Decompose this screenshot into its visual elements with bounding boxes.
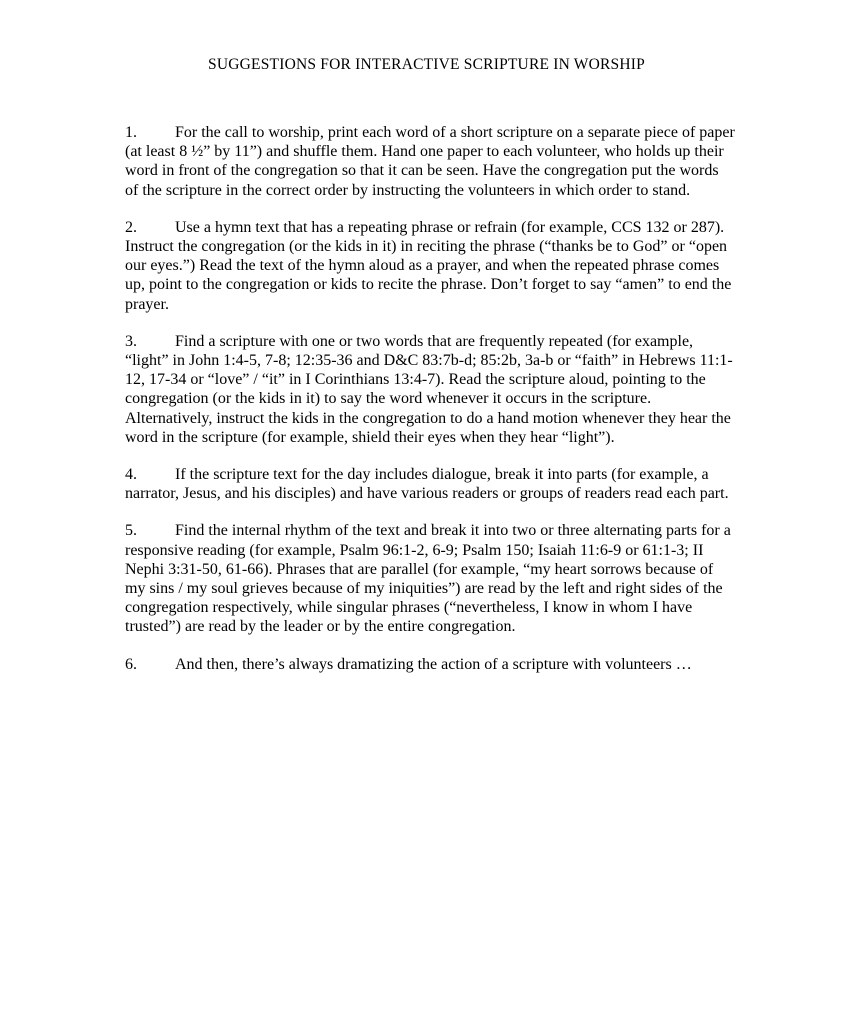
suggestion-item-3 (125, 332, 735, 447)
suggestion-item-5 (125, 521, 735, 636)
suggestion-item-1 (125, 123, 735, 200)
suggestion-list (125, 123, 735, 692)
item-number: 2. (125, 218, 137, 236)
item-number: 4. (125, 466, 137, 484)
item-number: 3. (125, 332, 137, 350)
item-number: 1. (125, 124, 137, 141)
item-text: Use a hymn text that has a repeating phrase or refrain (for example, CCS 132 or 287). Instruct the congregation (or the kids in it) in reciting the phrase (“thanks be to God” or “open our eyes.”) Read the text of the hymn aloud as a prayer, and when the repeated phrase comes up, point to the congregation or kids to recite the phrase. Don’t forget to say “amen” to end the prayer. (125, 218, 732, 313)
item-text: If the scripture text for the day includes dialogue, break it into parts (for example, a narrator, Jesus, and his disciples) and have various readers or groups of readers read each part. (125, 466, 729, 503)
item-text: For the call to worship, print each word of a short scripture on a separate piece of paper (at least 8 ½” by 11”) and shuffle them. Hand one paper to each volunteer, who holds up their word in front of the congregation so that it can be seen. Have the congregation put the words of the scripture in the correct order by instructing the volunteers in which order to stand. (125, 124, 735, 199)
item-text: Find a scripture with one or two words that are frequently repeated (for example, “light” in John 1:4-5, 7-8; 12:35-36 and D&C 83:7b-d; 85:2b, 3a-b or “faith” in Hebrews 11:1-12, 17-34 or “love” / “it” in I Corinthians 13:4-7). Read the scripture aloud, pointing to the congregation (or the kids in it) to say the word whenever it occurs in the scripture. Alternatively, instruct the kids in the congregation to do a hand motion whenever they hear the word in the scripture (for example, shield their eyes when they hear “light”). (125, 332, 733, 446)
item-text: And then, there’s always dramatizing the action of a scripture with volunteers … (175, 655, 692, 673)
suggestion-item-2 (125, 218, 735, 314)
item-number: 6. (125, 655, 137, 673)
item-text: Find the internal rhythm of the text and break it into two or three alternating parts for a responsive reading (for example, Psalm 96:1-2, 6-9; Psalm 150; Isaiah 11:6-9 or 61:1-3; II Nephi 3:31-50, 61-66). Phrases that are parallel (for example, “my heart sorrows because of my sins / my soul grieves because of my iniquities”) are read by the left and right sides of the congregation respectively, while singular phrases (“nevertheless, I know in whom I have trusted”) are read by the leader or by the entire congregation. (125, 522, 731, 636)
suggestion-item-4 (125, 465, 735, 503)
suggestion-item-6 (125, 655, 735, 674)
item-number: 5. (125, 522, 137, 540)
document-title: SUGGESTIONS FOR INTERACTIVE SCRIPTURE IN WORSHIP (208, 56, 645, 73)
